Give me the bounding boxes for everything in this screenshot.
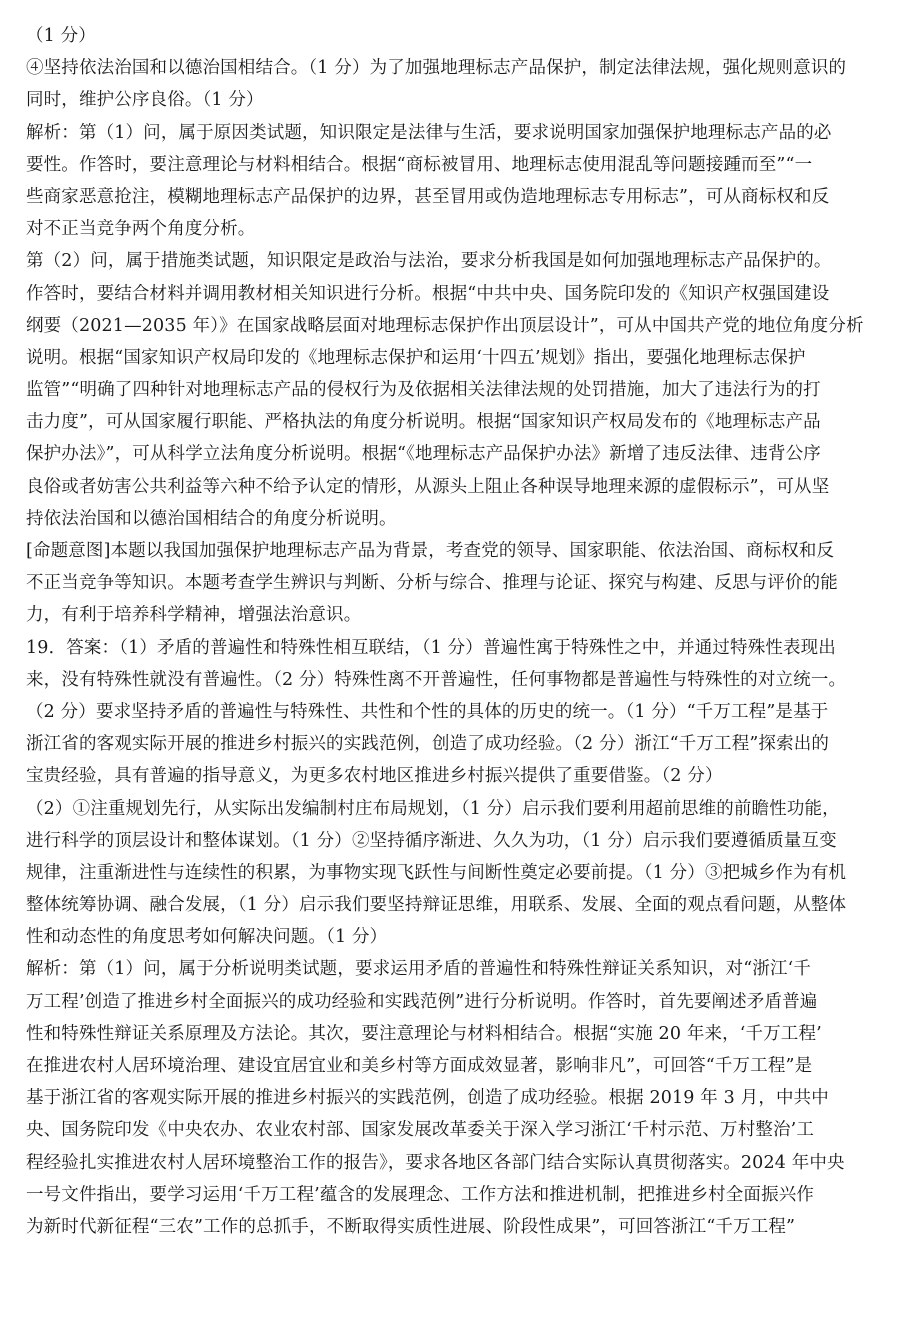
text-line: （2 分）要求坚持矛盾的普遍性与特殊性、共性和个性的具体的历史的统一。（1 分）“千万工程”是基于 [26, 701, 829, 722]
text-line: 纲要（2021—2035 年）》在国家战略层面对地理标志保护作出顶层设计”，可从中国共产党的地位角度分析 [26, 315, 864, 336]
text-line: 第（2）问，属于措施类试题，知识限定是政治与法治，要求分析我国是如何加强地理标志产品保护的。 [26, 251, 832, 272]
document-page [26, 20, 878, 1243]
text-line: 浙江省的客观实际开展的推进乡村振兴的实践范例，创造了成功经验。（2 分）浙江“千万工程”探索出的 [26, 734, 830, 755]
text-line: 同时，维护公序良俗。（1 分） [26, 90, 264, 111]
text-line: 解析：第（1）问，属于分析说明类试题，要求运用矛盾的普遍性和特殊性辩证关系知识，对“浙江‘千 [26, 959, 812, 980]
text-line: 击力度”，可从国家履行职能、严格执法的角度分析说明。根据“国家知识产权局发布的《地理标志产品 [26, 412, 821, 433]
text-line: 整体统筹协调、融合发展，（1 分）启示我们要坚持辩证思维，用联系、发展、全面的观点看问题，从整体 [26, 895, 847, 916]
text-line: 要性。作答时，要注意理论与材料相结合。根据“商标被冒用、地理标志使用混乱等问题接踵而至”“一 [26, 154, 813, 175]
text-line: 来，没有特殊性就没有普遍性。（2 分）特殊性离不开普遍性，任何事物都是普遍性与特殊性的对立统一。 [26, 669, 847, 690]
text-line: 基于浙江省的客观实际开展的推进乡村振兴的实践范例，创造了成功经验。根据 2019 年 3 月，中共中 [26, 1088, 829, 1109]
text-line: [命题意图]本题以我国加强保护地理标志产品为背景，考查党的领导、国家职能、依法治国、商标权和反 [26, 541, 835, 561]
text-line: 一号文件指出，要学习运用‘千万工程’蕴含的发展理念、工作方法和推进机制，把推进乡村全面振兴作 [26, 1184, 815, 1205]
text-line: 作答时，要结合材料并调用教材相关知识进行分析。根据“中共中央、国务院印发的《知识产权强国建设 [26, 283, 830, 304]
text-line: 进行科学的顶层设计和整体谋划。（1 分）②坚持循序渐进、久久为功，（1 分）启示我们要遵循质量互变 [26, 830, 837, 851]
text-line: 不正当竞争等知识。本题考查学生辨识与判断、分析与综合、推理与论证、探究与构建、反思与评价的能 [26, 573, 838, 594]
text-line: 说明。根据“国家知识产权局印发的《地理标志保护和运用‘十四五’规划》指出，要强化地理标志保护 [26, 347, 806, 368]
text-line: 19．答案：（1）矛盾的普遍性和特殊性相互联结，（1 分）普遍性寓于特殊性之中，并通过特殊性表现出 [26, 637, 836, 658]
text-line: 良俗或者妨害公共利益等六种不给予认定的情形，从源头上阻止各种误导地理来源的虚假标示”，可从坚 [26, 476, 830, 497]
text-line: 万工程’创造了推进乡村全面振兴的成功经验和实践范例”进行分析说明。作答时，首先要阐述矛盾普遍 [26, 991, 818, 1012]
text-line: 央、国务院印发《中央农办、农业农村部、国家发展改革委关于深入学习浙江‘千村示范、万村整治’工 [26, 1120, 815, 1141]
text-line: 持依法治国和以德治国相结合的角度分析说明。 [26, 508, 397, 529]
text-line: （1 分） [26, 26, 96, 46]
text-line: 在推进农村人居环境治理、建设宜居宜业和美乡村等方面成效显著，影响非凡”，可回答“千万工程”是 [26, 1056, 813, 1076]
text-line: 保护办法》”，可从科学立法角度分析说明。根据“《地理标志产品保护办法》新增了违反法律、违背公序 [26, 444, 821, 465]
text-line: 性和特殊性辩证关系原理及方法论。其次，要注意理论与材料相结合。根据“实施 20 年来，‘千万工程’ [26, 1023, 822, 1044]
text-line: 性和动态性的角度思考如何解决问题。（1 分） [26, 927, 388, 948]
text-line: 宝贵经验，具有普遍的指导意义，为更多农村地区推进乡村振兴提供了重要借鉴。（2 分） [26, 766, 723, 787]
text-line: 力，有利于培养科学精神，增强法治意识。 [26, 605, 362, 626]
text-line: 程经验扎实推进农村人居环境整治工作的报告》，要求各地区各部门结合实际认真贯彻落实。2024 年中央 [26, 1152, 845, 1173]
text-line: ④坚持依法治国和以德治国相结合。（1 分）为了加强地理标志产品保护，制定法律法规，强化规则意识的 [26, 58, 847, 79]
text-line: （2）①注重规划先行，从实际出发编制村庄布局规划，（1 分）启示我们要利用超前思维的前瞻性功能， [26, 798, 840, 819]
text-line: 解析：第（1）问，属于原因类试题，知识限定是法律与生活，要求说明国家加强保护地理标志产品的必 [26, 122, 832, 143]
text-line: 些商家恶意抢注，模糊地理标志产品保护的边界，甚至冒用或伪造地理标志专用标志”，可从商标权和反 [26, 186, 830, 207]
text-line: 监管”“明确了四种针对地理标志产品的侵权行为及依据相关法律法规的处罚措施，加大了违法行为的打 [26, 380, 821, 401]
text-line: 为新时代新征程“三农”工作的总抓手，不断取得实质性进展、阶段性成果”，可回答浙江“千万工程” [26, 1216, 796, 1237]
text-line: 规律，注重渐进性与连续性的积累，为事物实现飞跃性与间断性奠定必要前提。（1 分）③把城乡作为有机 [26, 862, 847, 883]
text-line: 对不正当竞争两个角度分析。 [26, 219, 256, 240]
